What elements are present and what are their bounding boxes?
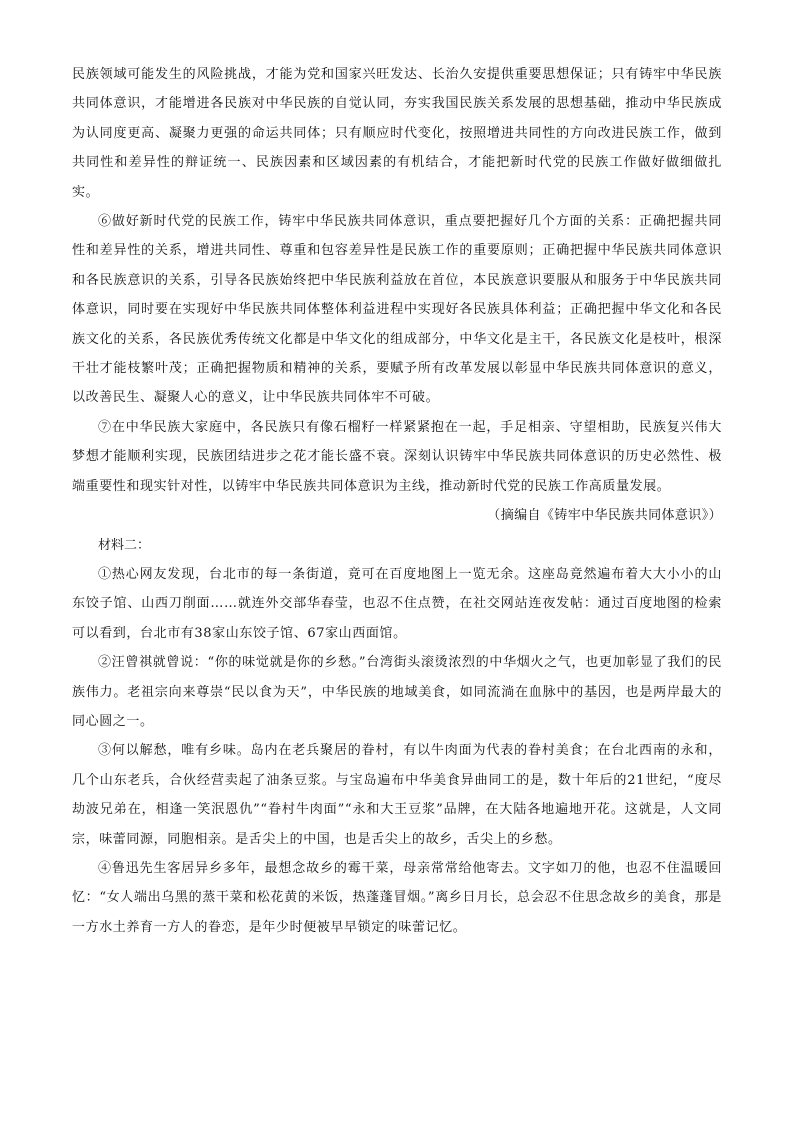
paragraph-7: ⑦在中华民族大家庭中，各民族只有像石榴籽一样紧紧抱在一起，手足相亲、守望相助，民族复兴伟大梦想才能顺利实现，民族团结进步之花才能长盛不衰。深刻认识铸牢中华民族共同体意识的历史必然性、极端重要性和现实针对性，以铸牢中华民族共同体意识为主线，推动新时代党的民族工作高质量发展。 (72, 419, 722, 494)
material-2-paragraph-2: ②汪曾祺就曾说：“你的味觉就是你的乡愁。”台湾街头滚烫浓烈的中华烟火之气，也更加彰显了我们的民族伟力。老祖宗向来尊崇“民以食为天”，中华民族的地域美食，如同流淌在血脉中的基因，也是两岸最大的同心圆之一。 (72, 655, 722, 729)
material-2-heading: 材料二： (98, 537, 151, 553)
paragraph-continuation: 民族领域可能发生的风险挑战，才能为党和国家兴旺发达、长治久安提供重要思想保证；只有铸牢中华民族共同体意识，才能增进各民族对中华民族的自觉认同，夯实我国民族关系发展的思想基础，推动中华民族成为认同度更高、凝聚力更强的命运共同体；只有顺应时代变化，按照增进共同性的方向改进民族工作，做到共同性和差异性的辩证统一、民族因素和区域因素的有机结合，才能把新时代党的民族工作做好做细做扎实。 (72, 67, 722, 200)
material-2-paragraph-4: ④鲁迅先生客居异乡多年，最想念故乡的霉干菜，母亲常常给他寄去。文字如刀的他，也忍不住温暖回忆：“女人端出乌黑的蒸干菜和松花黄的米饭，热蓬蓬冒烟。”离乡日月长，总会忍不住思念故乡的美食，那是一方水土养育一方人的眷恋，是年少时便被早早锁定的味蕾记忆。 (72, 860, 722, 935)
material-2-paragraph-3: ③何以解愁，唯有乡味。岛内在老兵聚居的眷村，有以牛肉面为代表的眷村美食；在台北西南的永和，几个山东老兵，合伙经营卖起了油条豆浆。与宝岛遍布中华美食异曲同工的是，数十年后的21世纪，“度尽劫波兄弟在，相逢一笑泯恩仇”“眷村牛肉面”“永和大王豆浆”品牌，在大陆各地遍地开花。这就是，人文同宗，味蕾同源，同胞相亲。是舌尖上的中国，也是舌尖上的故乡，舌尖上的乡愁。 (72, 743, 722, 847)
source-citation: （摘编自《铸牢中华民族共同体意识》） (487, 508, 722, 524)
paragraph-6: ⑥做好新时代党的民族工作，铸牢中华民族共同体意识，重点要把握好几个方面的关系：正确把握共同性和差异性的关系，增进共同性、尊重和包容差异性是民族工作的重要原则；正确把握中华民族共同体意识和各民族意识的关系，引导各民族始终把中华民族利益放在首位，本民族意识要服从和服务于中华民族共同体意识，同时要在实现好中华民族共同体整体利益进程中实现好各民族具体利益；正确把握中华文化和各民族文化的关系，各民族优秀传统文化都是中华文化的组成部分，中华文化是主干，各民族文化是枝叶，根深干壮才能枝繁叶茂；正确把握物质和精神的关系，要赋予所有改革发展以彰显中华民族共同体意识的意义，以改善民生、凝聚人心的意义，让中华民族共同体牢不可破。 (72, 214, 722, 406)
material-2-paragraph-1: ①热心网友发现，台北市的每一条街道，竟可在百度地图上一览无余。这座岛竟然遍布着大大小小的山东饺子馆、山西刀削面……就连外交部华春莹，也忍不住点赞，在社交网站连夜发帖：通过百度地图的检索可以看到，台北市有38家山东饺子馆、67家山西面馆。 (72, 566, 722, 641)
